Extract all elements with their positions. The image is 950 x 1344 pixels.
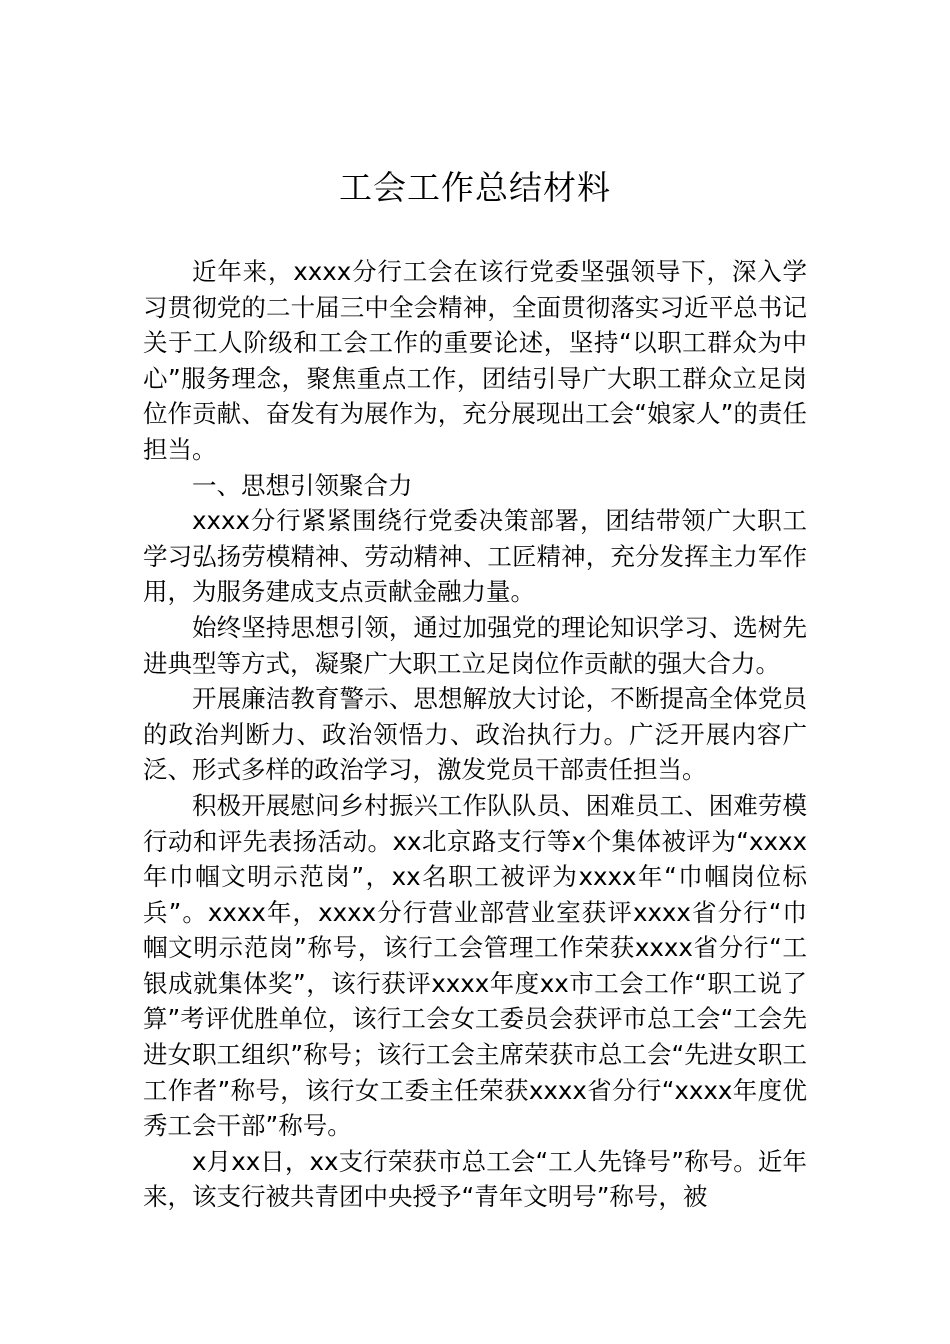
section-heading: 一、思想引领聚合力 [192, 470, 413, 500]
paragraph: 开展廉洁教育警示、思想解放大讨论，不断提高全体党员的政治判断力、政治领悟力、政治执行力。广泛开展内容广泛、形式多样的政治学习，激发党员干部责任担当。 [143, 684, 807, 785]
paragraph: 积极开展慰问乡村振兴工作队队员、困难员工、困难劳模行动和评先表扬活动。xx北京路支行等x个集体被评为“xxxx年巾帼文明示范岗”，xx名职工被评为xxxx年“巾帼岗位标兵”。xxxx年，xxxx分行营业部营业室获评xxxx省分行“巾帼文明示范岗”称号，该行工会管理工作荣获xxxx省分行“工银成就集体奖”，该行获评xxxx年度xx市工会工作“职工说了算”考评优胜单位，该行工会女工委员会获评市总工会“工会先进女职工组织”称号；该行工会主席荣获市总工会“先进女职工工作者”称号，该行女工委主任荣获xxxx省分行“xxxx年度优秀工会干部”称号。 [143, 790, 807, 1141]
paragraph: x月xx日，xx支行荣获市总工会“工人先锋号”称号。近年来，该支行被共青团中央授予“青年文明号”称号，被 [143, 1146, 807, 1212]
document-title: 工会工作总结材料 [339, 168, 611, 207]
document-body [143, 254, 807, 1215]
paragraph: 始终坚持思想引领，通过加强党的理论知识学习、选树先进典型等方式，凝聚广大职工立足岗位作贡献的强大合力。 [143, 612, 807, 678]
paragraph: xxxx分行紧紧围绕行党委决策部署，团结带领广大职工学习弘扬劳模精神、劳动精神、工匠精神，充分发挥主力军作用，为服务建成支点贡献金融力量。 [143, 506, 807, 607]
paragraph-intro: 近年来，xxxx分行工会在该行党委坚强领导下，深入学习贯彻党的二十届三中全会精神，全面贯彻落实习近平总书记关于工人阶级和工会工作的重要论述，坚持“以职工群众为中心”服务理念，聚焦重点工作，团结引导广大职工群众立足岗位作贡献、奋发有为展作为，充分展现出工会“娘家人”的责任担当。 [143, 257, 807, 464]
